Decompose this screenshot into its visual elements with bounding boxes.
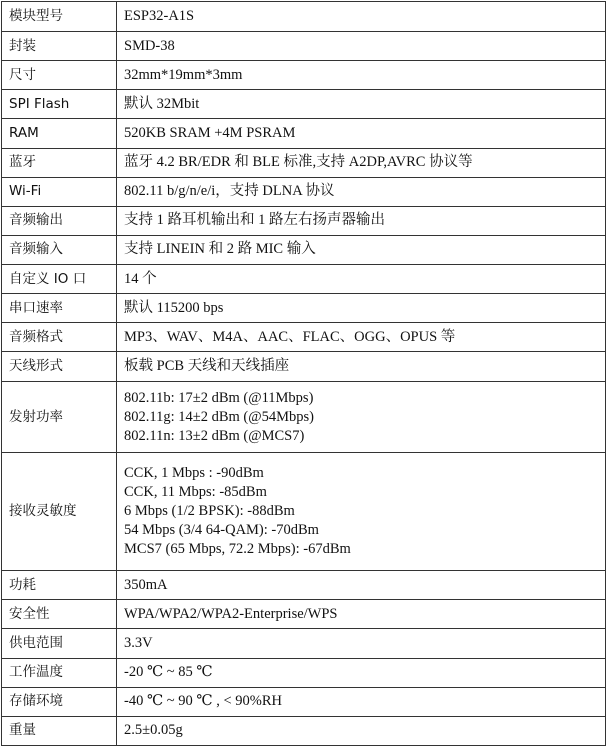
value-line: 支持 LINEIN 和 2 路 MIC 输入 — [124, 241, 316, 258]
table-row — [2, 119, 606, 148]
value-line: 802.11 b/g/n/e/i，支持 DLNA 协议 — [124, 183, 335, 200]
value-line: CCK, 11 Mbps: -85dBm — [124, 483, 267, 500]
value-line: 54 Mbps (3/4 64-QAM): -70dBm — [124, 521, 319, 538]
row-value — [117, 61, 606, 90]
value-line: 520KB SRAM +4M PSRAM — [124, 124, 296, 141]
row-label: 重量 — [2, 716, 117, 745]
row-value — [117, 294, 606, 323]
table-row — [2, 600, 606, 629]
row-label: 模块型号 — [2, 2, 117, 32]
row-label: 安全性 — [2, 600, 117, 629]
row-value — [117, 658, 606, 687]
row-value — [117, 716, 606, 745]
row-label: Wi-Fi — [2, 177, 117, 206]
row-value — [117, 629, 606, 658]
row-value — [117, 323, 606, 352]
table-row — [2, 235, 606, 264]
row-value — [117, 119, 606, 148]
table-row — [2, 61, 606, 90]
table-row — [2, 571, 606, 600]
row-value — [117, 571, 606, 600]
value-line: 默认 32Mbit — [124, 95, 200, 112]
value-line: 802.11b: 17±2 dBm (@11Mbps) — [124, 389, 314, 406]
row-label: 尺寸 — [2, 61, 117, 90]
value-line: MCS7 (65 Mbps, 72.2 Mbps): -67dBm — [124, 540, 351, 557]
row-label: SPI Flash — [2, 90, 117, 119]
row-label: 音频输入 — [2, 235, 117, 264]
value-line: 蓝牙 4.2 BR/EDR 和 BLE 标准,支持 A2DP,AVRC 协议等 — [124, 154, 473, 171]
row-value — [117, 206, 606, 235]
row-label: 功耗 — [2, 571, 117, 600]
row-label: 自定义 IO 口 — [2, 264, 117, 293]
value-line: 2.5±0.05g — [124, 722, 183, 739]
row-value — [117, 600, 606, 629]
value-line: 6 Mbps (1/2 BPSK): -88dBm — [124, 502, 295, 519]
row-value — [117, 148, 606, 177]
row-value — [117, 90, 606, 119]
row-label: 封装 — [2, 32, 117, 61]
value-line: 默认 115200 bps — [124, 299, 224, 316]
value-line: 802.11g: 14±2 dBm (@54Mbps) — [124, 408, 314, 425]
value-line: -20 ℃ ~ 85 ℃ — [124, 664, 213, 681]
row-value — [117, 235, 606, 264]
table-row — [2, 658, 606, 687]
table-row — [2, 716, 606, 745]
row-value — [117, 687, 606, 716]
row-label: 天线形式 — [2, 352, 117, 382]
row-label: 串口速率 — [2, 294, 117, 323]
row-label: RAM — [2, 119, 117, 148]
spec-table — [1, 1, 606, 746]
table-row — [2, 629, 606, 658]
row-label: 发射功率 — [2, 382, 117, 452]
value-line: 350mA — [124, 576, 168, 593]
value-line: 802.11n: 13±2 dBm (@MCS7) — [124, 427, 305, 444]
table-row — [2, 382, 606, 452]
value-line: CCK, 1 Mbps : -90dBm — [124, 464, 264, 481]
value-line: 支持 1 路耳机输出和 1 路左右扬声器输出 — [124, 212, 385, 229]
table-row — [2, 90, 606, 119]
row-label: 供电范围 — [2, 629, 117, 658]
row-label: 音频输出 — [2, 206, 117, 235]
value-line: SMD-38 — [124, 37, 175, 54]
value-line: 14 个 — [124, 270, 157, 287]
value-line: MP3、WAV、M4A、AAC、FLAC、OGG、OPUS 等 — [124, 328, 456, 345]
row-value — [117, 2, 606, 32]
row-label: 接收灵敏度 — [2, 452, 117, 570]
row-value — [117, 452, 606, 570]
table-row — [2, 148, 606, 177]
row-value — [117, 177, 606, 206]
table-row — [2, 2, 606, 32]
value-line: 32mm*19mm*3mm — [124, 66, 243, 83]
spec-table-body — [2, 2, 606, 746]
table-row — [2, 687, 606, 716]
table-row — [2, 32, 606, 61]
row-label: 工作温度 — [2, 658, 117, 687]
table-row — [2, 352, 606, 382]
row-value — [117, 352, 606, 382]
row-label: 存储环境 — [2, 687, 117, 716]
value-line: 板载 PCB 天线和天线插座 — [124, 358, 290, 375]
table-row — [2, 264, 606, 293]
value-line: 3.3V — [124, 634, 153, 651]
table-row — [2, 323, 606, 352]
row-value — [117, 32, 606, 61]
row-label: 音频格式 — [2, 323, 117, 352]
row-value — [117, 264, 606, 293]
table-row — [2, 206, 606, 235]
row-label: 蓝牙 — [2, 148, 117, 177]
value-line: ESP32-A1S — [124, 8, 195, 25]
table-row — [2, 452, 606, 570]
table-row — [2, 294, 606, 323]
value-line: -40 ℃ ~ 90 ℃ , < 90%RH — [124, 693, 283, 710]
table-row — [2, 177, 606, 206]
row-value — [117, 382, 606, 452]
value-line: WPA/WPA2/WPA2-Enterprise/WPS — [124, 605, 338, 622]
